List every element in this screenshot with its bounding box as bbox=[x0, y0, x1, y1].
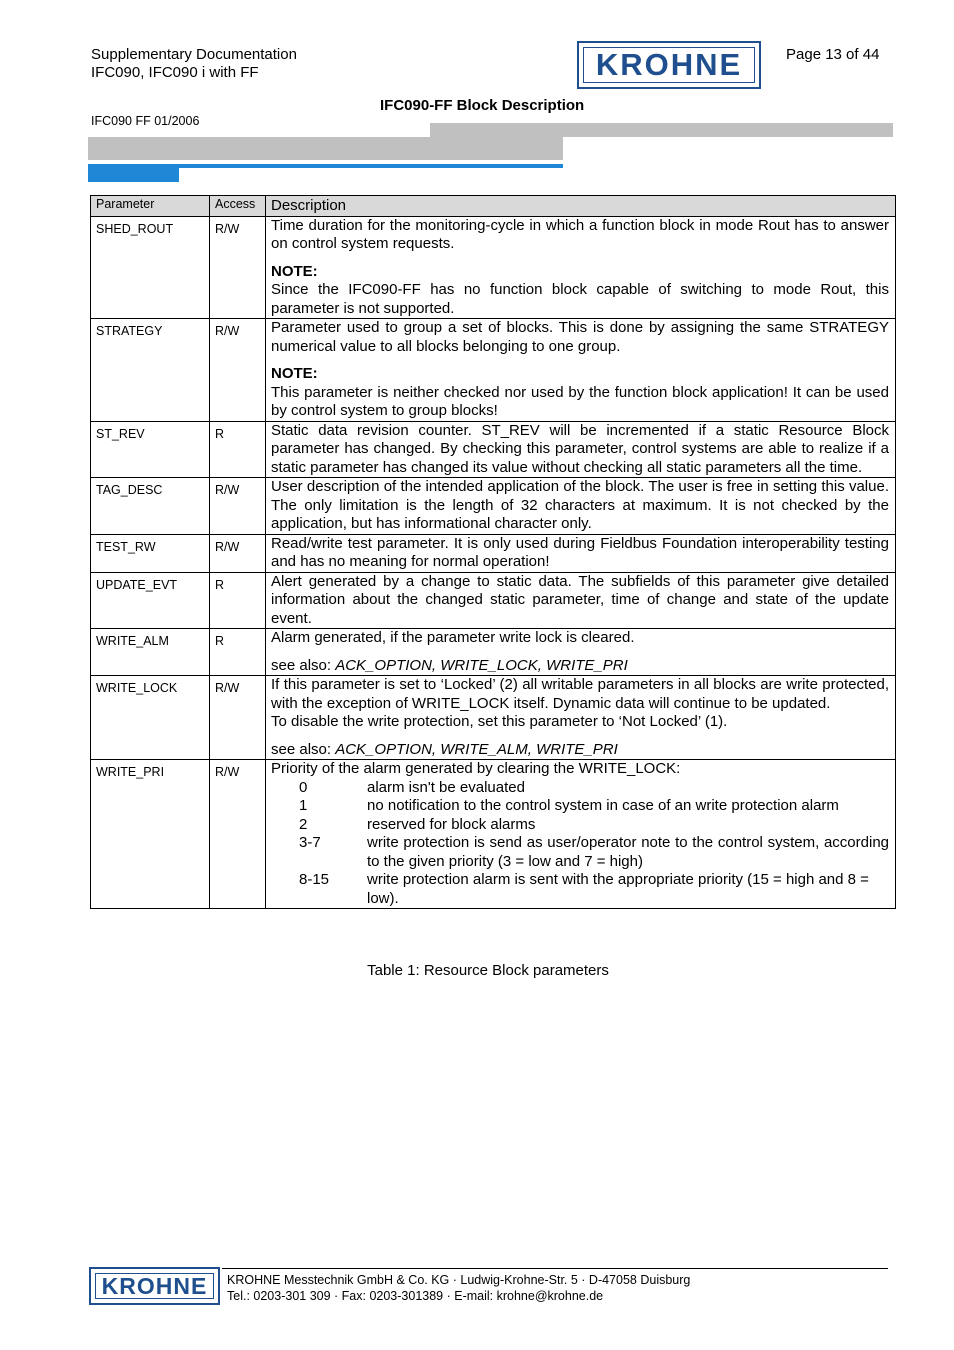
page-number: Page 13 of 44 bbox=[786, 46, 880, 63]
param-access: R/W bbox=[210, 478, 266, 535]
krohne-logo bbox=[577, 41, 761, 89]
description-text: Priority of the alarm generated by clearing the WRITE_LOCK: bbox=[271, 760, 681, 777]
document-title bbox=[91, 46, 297, 82]
param-access: R/W bbox=[210, 216, 266, 319]
footer-divider bbox=[222, 1268, 888, 1269]
note-label: NOTE: bbox=[271, 262, 318, 280]
priority-text: no notification to the control system in case of an write protection alarm bbox=[367, 797, 839, 814]
note-label: NOTE: bbox=[271, 365, 318, 382]
table-row bbox=[91, 478, 896, 535]
header-bar-grey-left bbox=[88, 137, 563, 160]
table-row bbox=[91, 216, 896, 319]
description-text: If this parameter is set to ‘Locked’ (2) all writable parameters in all blocks are write protected, with the exception of WRITE_LOCK itself. Dynamic data will continue to be updated. bbox=[271, 676, 889, 712]
param-description bbox=[266, 534, 896, 572]
table-row bbox=[91, 319, 896, 422]
priority-item bbox=[271, 816, 889, 835]
param-name: WRITE_LOCK bbox=[91, 676, 210, 760]
note-text: This parameter is neither checked nor used by the function block application! It can be used by control system to group blocks! bbox=[271, 383, 889, 419]
logo-text: KROHNE bbox=[583, 47, 755, 83]
see-also bbox=[271, 741, 889, 760]
param-access: R bbox=[210, 421, 266, 478]
param-description bbox=[266, 216, 896, 319]
param-name: SHED_ROUT bbox=[91, 216, 210, 319]
priority-key: 0 bbox=[299, 778, 308, 796]
param-name: TAG_DESC bbox=[91, 478, 210, 535]
table-row bbox=[91, 534, 896, 572]
priority-item bbox=[271, 871, 889, 908]
column-header-parameter: Parameter bbox=[91, 196, 210, 217]
table-row bbox=[91, 629, 896, 676]
param-description bbox=[266, 478, 896, 535]
column-header-description: Description bbox=[266, 196, 896, 217]
see-also bbox=[271, 657, 889, 676]
description-text: Alert generated by a change to static data. The subfields of this parameter give detailed information about the changed static parameter, time of change and state of the update event. bbox=[271, 572, 889, 627]
description-text: Alarm generated, if the parameter write lock is cleared. bbox=[271, 629, 635, 646]
priority-key: 3-7 bbox=[299, 834, 321, 851]
priority-item bbox=[271, 797, 889, 816]
column-header-access: Access bbox=[210, 196, 266, 217]
param-access: R bbox=[210, 629, 266, 676]
param-description bbox=[266, 421, 896, 478]
see-also-refs: ACK_OPTION, WRITE_ALM, WRITE_PRI bbox=[335, 740, 618, 758]
section-title: IFC090-FF Block Description bbox=[380, 97, 585, 114]
table-row bbox=[91, 572, 896, 629]
priority-item bbox=[271, 779, 889, 798]
description-text: Parameter used to group a set of blocks. This is done by assigning the same STRATEGY numerical value to all blocks belonging to one group. bbox=[271, 319, 889, 355]
footer-line1: KROHNE Messtechnik GmbH & Co. KG · Ludwig-Krohne-Str. 5 · D-47058 Duisburg bbox=[227, 1273, 691, 1287]
see-also-refs: ACK_OPTION, WRITE_LOCK, WRITE_PRI bbox=[335, 656, 628, 674]
description-text: Time duration for the monitoring-cycle in which a function block in mode Rout has to answer on control system requests. bbox=[271, 216, 889, 252]
note-text: Since the IFC090-FF has no function block capable of switching to mode Rout, this parameter is not supported. bbox=[271, 281, 889, 317]
doc-title-line2: IFC090, IFC090 i with FF bbox=[91, 64, 259, 81]
param-name: WRITE_ALM bbox=[91, 629, 210, 676]
param-access: R/W bbox=[210, 676, 266, 760]
doc-title-line1: Supplementary Documentation bbox=[91, 46, 297, 63]
footer-logo-text: KROHNE bbox=[95, 1273, 214, 1299]
param-name: UPDATE_EVT bbox=[91, 572, 210, 629]
param-access: R bbox=[210, 572, 266, 629]
table-row bbox=[91, 421, 896, 478]
param-description bbox=[266, 676, 896, 760]
description-text: Static data revision counter. ST_REV will be incremented if a static Resource Block parameter has changed. By checking this parameter, control systems are able to realize if a static parameter has changed its value without checking all static parameters all the time. bbox=[271, 421, 889, 476]
resource-block-parameters-table bbox=[90, 195, 896, 909]
priority-key: 1 bbox=[299, 797, 308, 814]
param-description bbox=[266, 629, 896, 676]
header-bar-grey-right bbox=[430, 123, 893, 137]
priority-text: reserved for block alarms bbox=[367, 815, 536, 833]
param-description bbox=[266, 760, 896, 909]
param-name: TEST_RW bbox=[91, 534, 210, 572]
param-access: R/W bbox=[210, 319, 266, 422]
param-name: WRITE_PRI bbox=[91, 760, 210, 909]
doc-id: IFC090 FF 01/2006 bbox=[91, 114, 200, 128]
param-access: R/W bbox=[210, 534, 266, 572]
priority-text: write protection alarm is sent with the appropriate priority (15 = high and 8 = low). bbox=[367, 871, 869, 907]
priority-text: write protection is send as user/operator note to the control system, according to the given priority (3 = low and 7 = high) bbox=[367, 834, 889, 870]
priority-key: 2 bbox=[299, 815, 308, 833]
footer-krohne-logo bbox=[89, 1267, 220, 1305]
param-access: R/W bbox=[210, 760, 266, 909]
table-header-row bbox=[91, 196, 896, 217]
description-text: Read/write test parameter. It is only used during Fieldbus Foundation interoperability testing and has no meaning for normal operation! bbox=[271, 534, 889, 570]
priority-key: 8-15 bbox=[299, 871, 330, 888]
priority-text: alarm isn't be evaluated bbox=[367, 778, 525, 796]
table-row bbox=[91, 676, 896, 760]
priority-item bbox=[271, 834, 889, 871]
header-bar-blue-block bbox=[88, 164, 179, 182]
table-row bbox=[91, 760, 896, 909]
param-description bbox=[266, 319, 896, 422]
see-also-label: see also: bbox=[271, 656, 336, 674]
footer-address bbox=[227, 1272, 690, 1304]
description-text-2: To disable the write protection, set this parameter to ‘Not Locked’ (1). bbox=[271, 713, 728, 730]
see-also-label: see also: bbox=[271, 740, 336, 758]
param-name: STRATEGY bbox=[91, 319, 210, 422]
description-text: User description of the intended application of the block. The user is free in setting this value. The only limitation is the length of 32 characters at maximum. It is not checked by the application, but has informational character only. bbox=[271, 478, 889, 532]
footer-line2: Tel.: 0203-301 309 · Fax: 0203-301389 · E-mail: krohne@krohne.de bbox=[227, 1289, 604, 1303]
param-name: ST_REV bbox=[91, 421, 210, 478]
param-description bbox=[266, 572, 896, 629]
table-caption: Table 1: Resource Block parameters bbox=[367, 962, 609, 979]
